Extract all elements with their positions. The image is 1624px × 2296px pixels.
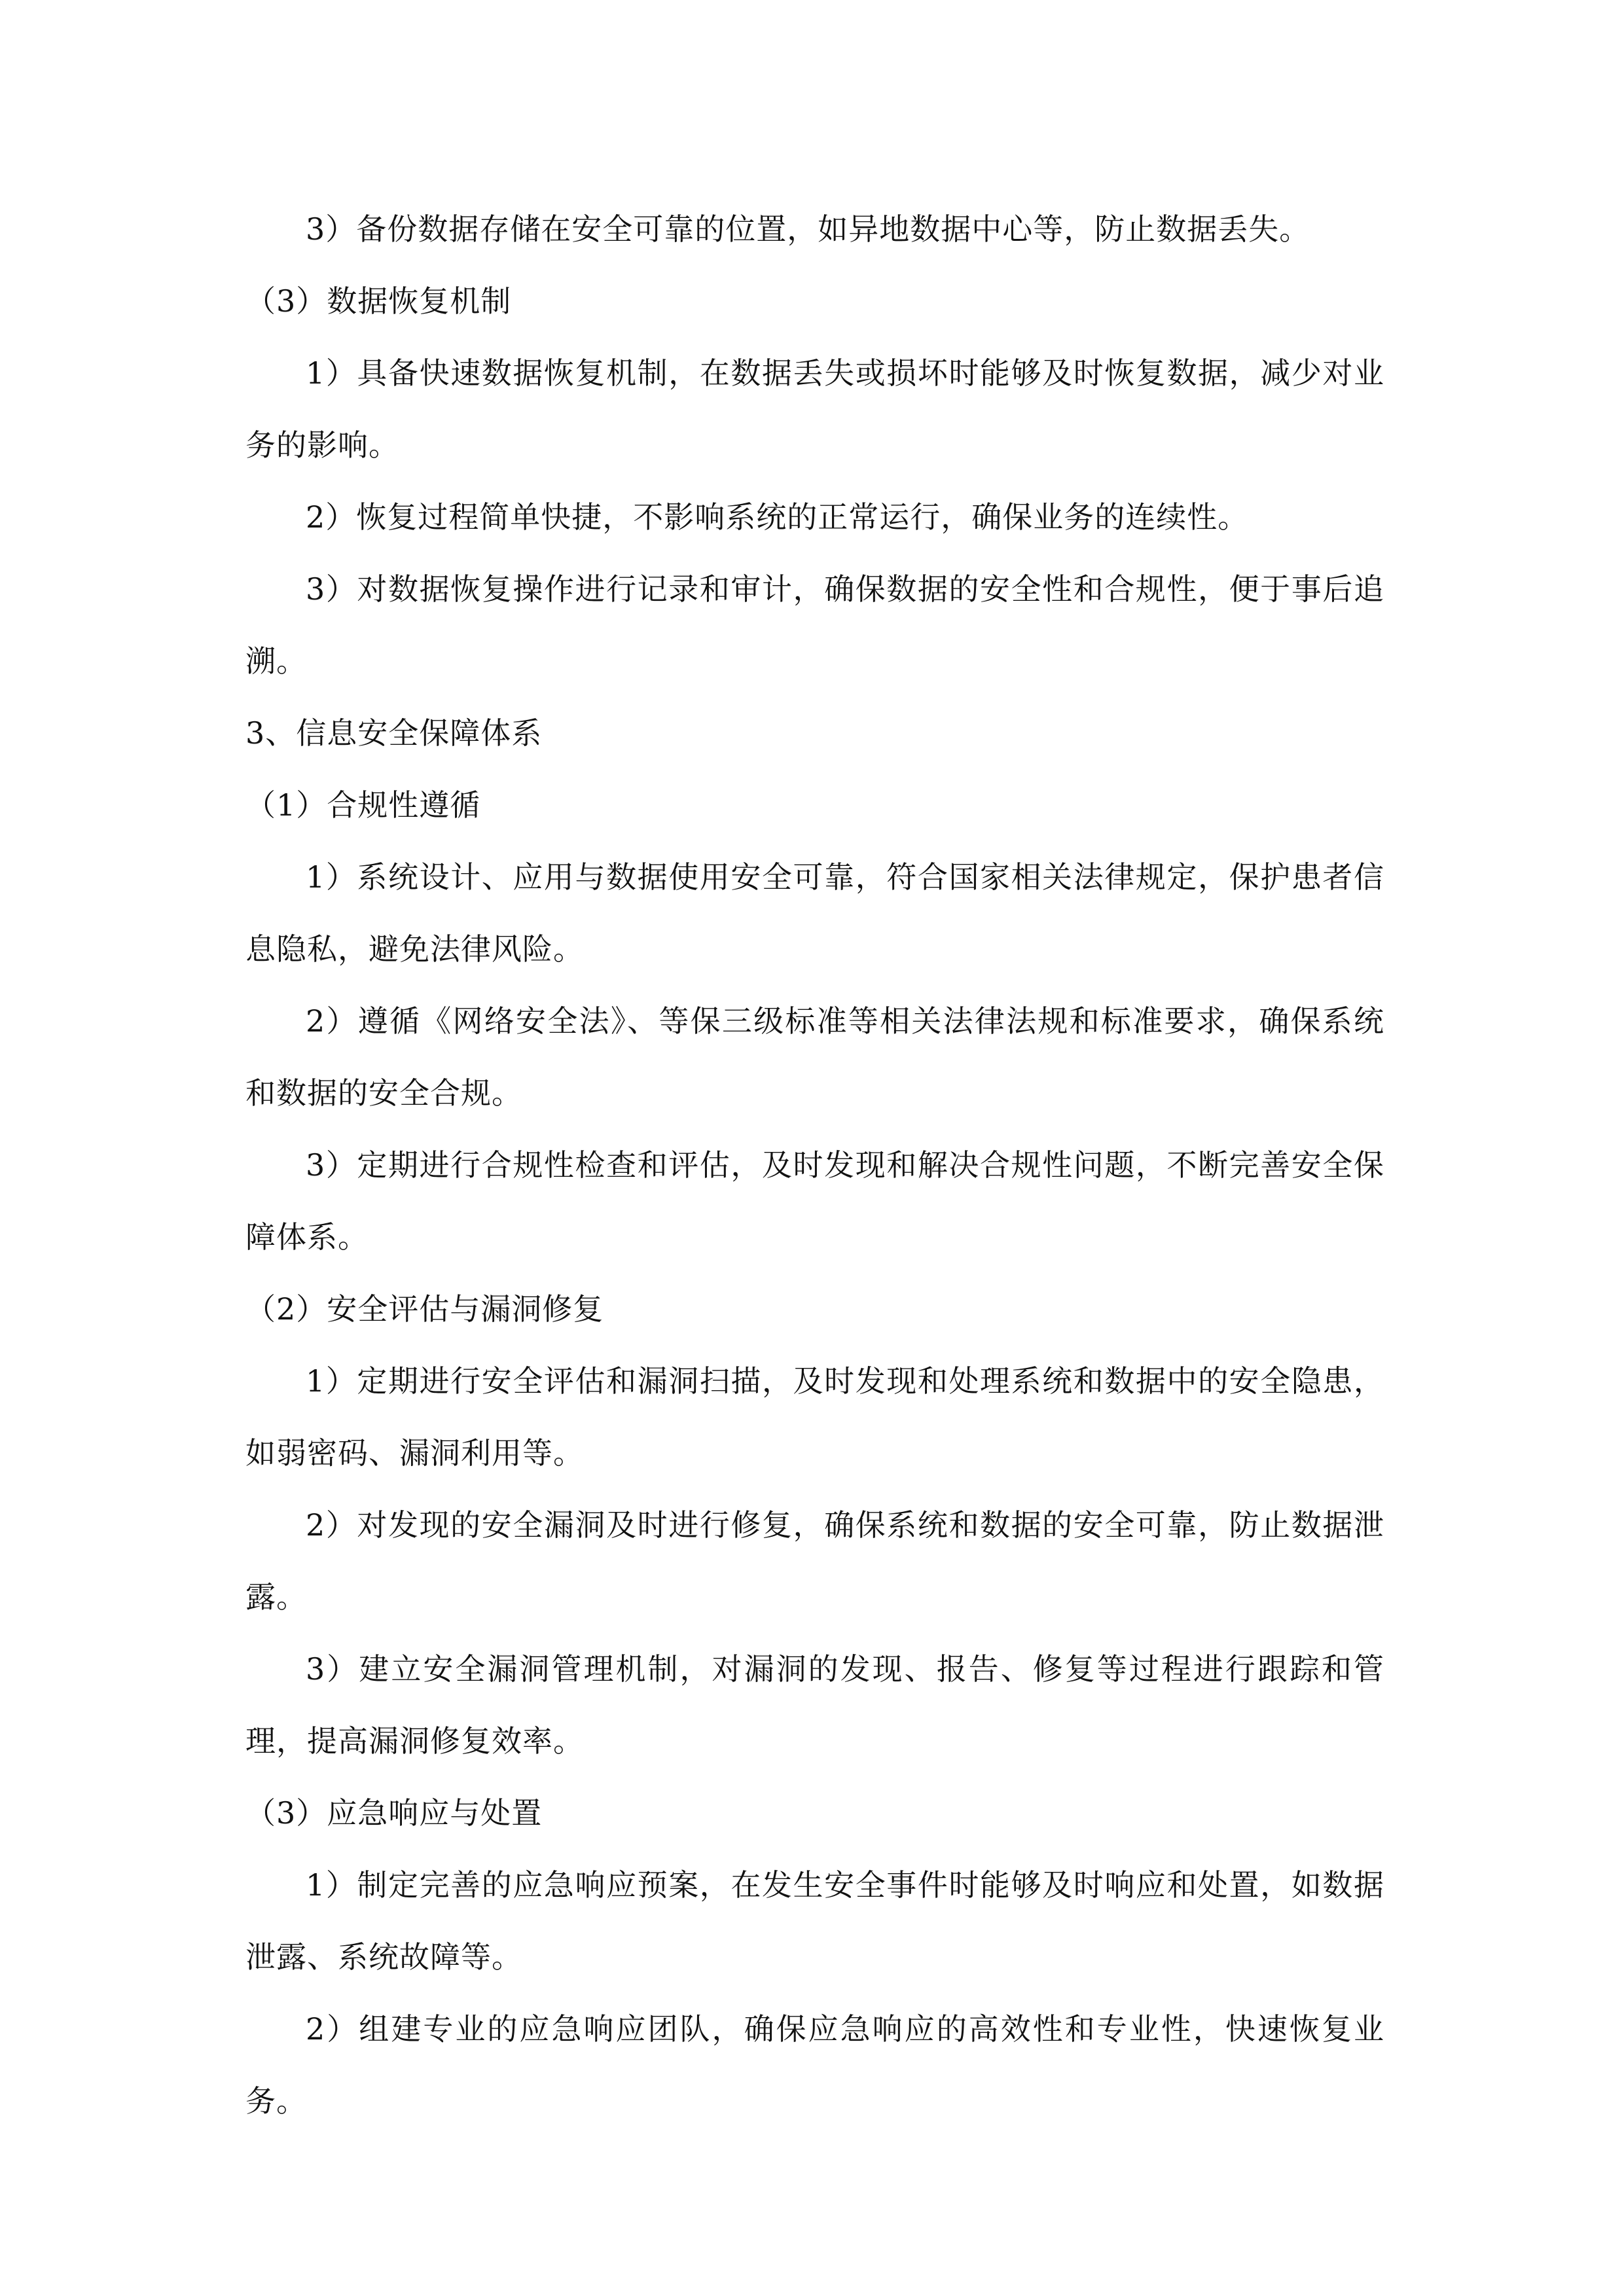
paragraph-assessment-3: 3）建立安全漏洞管理机制，对漏洞的发现、报告、修复等过程进行跟踪和管理，提高漏洞修复效率。 — [245, 1651, 1384, 1759]
paragraph-backup-storage: 3）备份数据存储在安全可靠的位置，如异地数据中心等，防止数据丢失。 — [306, 211, 1310, 247]
paragraph-emergency-1: 1）制定完善的应急响应预案，在发生安全事件时能够及时响应和处置，如数据泄露、系统故障等。 — [245, 1867, 1384, 1975]
paragraph-compliance-2: 2）遵循《网络安全法》、等保三级标准等相关法律法规和标准要求，确保系统和数据的安全合规。 — [245, 1003, 1384, 1111]
paragraph-recovery-2: 2）恢复过程简单快捷，不影响系统的正常运行，确保业务的连续性。 — [306, 499, 1249, 535]
paragraph-compliance-1: 1）系统设计、应用与数据使用安全可靠，符合国家相关法律规定，保护患者信息隐私，避免法律风险。 — [245, 859, 1384, 967]
paragraph-compliance-3: 3）定期进行合规性检查和评估，及时发现和解决合规性问题，不断完善安全保障体系。 — [245, 1147, 1384, 1255]
paragraph-emergency-2: 2）组建专业的应急响应团队，确保应急响应的高效性和专业性，快速恢复业务。 — [245, 2011, 1384, 2119]
section-heading-security-system: 3、信息安全保障体系 — [245, 715, 543, 751]
subheading-compliance: （1）合规性遵循 — [245, 787, 481, 823]
subheading-emergency-response: （3）应急响应与处置 — [245, 1795, 543, 1831]
paragraph-recovery-1: 1）具备快速数据恢复机制，在数据丢失或损坏时能够及时恢复数据，减少对业务的影响。 — [245, 355, 1384, 463]
subheading-data-recovery: （3）数据恢复机制 — [245, 283, 512, 319]
paragraph-assessment-1: 1）定期进行安全评估和漏洞扫描，及时发现和处理系统和数据中的安全隐患，如弱密码、漏洞利用等。 — [245, 1363, 1384, 1471]
paragraph-assessment-2: 2）对发现的安全漏洞及时进行修复，确保系统和数据的安全可靠，防止数据泄露。 — [245, 1507, 1384, 1615]
paragraph-recovery-3: 3）对数据恢复操作进行记录和审计，确保数据的安全性和合规性，便于事后追溯。 — [245, 571, 1384, 679]
subheading-security-assessment: （2）安全评估与漏洞修复 — [245, 1291, 604, 1327]
document-body — [245, 193, 1384, 2137]
